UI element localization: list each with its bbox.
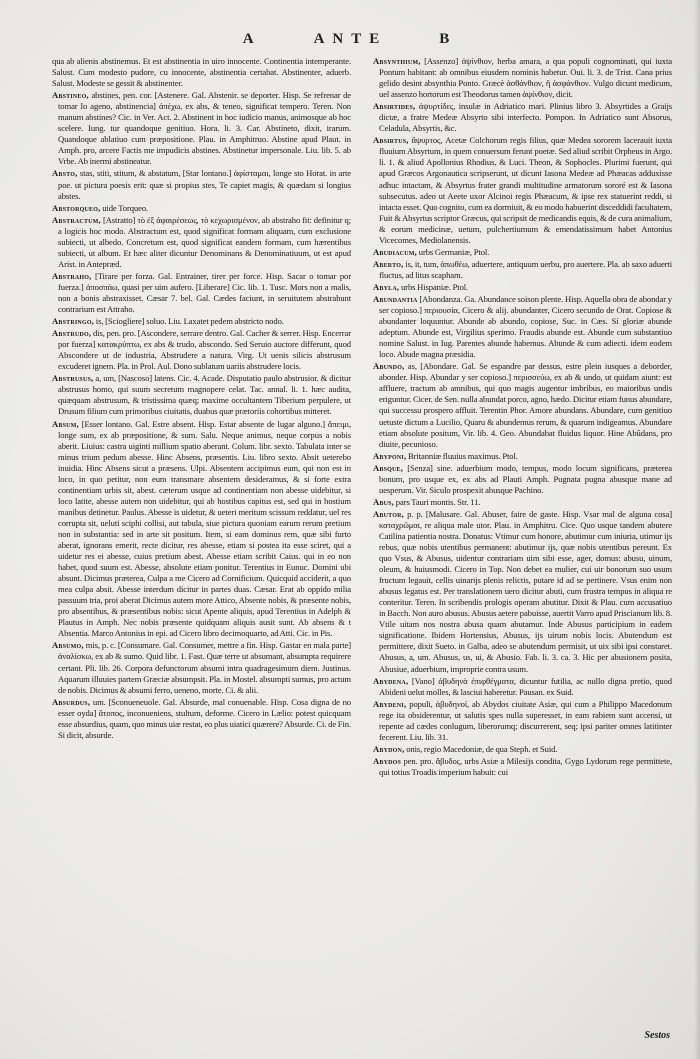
entry-text: is, it, tum, ἀπωθέω, aduertere, antiquum uerbu, pro auertere. Pla. ab saxo aduerti fluctus, ad litus scapham. xyxy=(379,258,672,280)
entry-headword: Absynthium, xyxy=(373,56,421,66)
entry-text: ἀψυρτίδες, insulæ in Adriatico mari. Plinius libro 3. Absyrtides a Graijs dictæ, a fratre Medeæ Absyrto sibi interfecto. Pompon. In Adriatico sunt Absorus, Celadula, Absyrtis, &c. xyxy=(379,101,672,134)
entry-text: [Astratto] τὸ ἐξ ἀφαιρέσεως, τὸ κεχωρισμένον, ab abstraho fit: definitur q; a logicis hoc modo. Abstractum est, quod significat formam aliquam, cum exclusione subiecti, ut albedo. Concretum est, quod significat eandem formam, cum hærentibus subiecti, ut album. Et hæc aliter dicuntur Denominans & Denominatiuum, ut est apud Arist. in Antepræd. xyxy=(58,214,351,269)
entry-headword: Aberto, xyxy=(373,258,404,269)
dictionary-entry xyxy=(52,90,351,167)
entry-text: [Senza] sine. aduerbium modo, tempus, modo locum significans, præterea bonum, pro usque ex, ex abs ad Plauti Amph. Pugnata pugna abusque mane ad uesperum. Vir. Siculo prospexit abusque Pachino. xyxy=(379,462,672,495)
page-edge-shadow xyxy=(694,0,700,1059)
dictionary-entry xyxy=(52,697,351,741)
running-head-middle: ANTE xyxy=(313,30,388,47)
entry-text: ἄψυρτος, Acetæ Colchorum regis filius, quæ Medea sororem lacerauit iuxta fluuium Absyrtum, in quem conuersum ferunt poetæ. Sed aliud scribit Orpheus in Argo. li. 1. & aliud Apollonius Rhodius, & Luci. Theon, & Sophocles. Plurimi fuerunt, qui apud Græcos Argonautica scripserunt, ut dicunt Iasona Medeæ ad Phæacas adduxisse adhuc intactam, & Absyrtus frater grandi multitudine armatorum sororé est & Iasona subsecutus. adeo ut Aeete uxor Alcinoi regis Phæacum, & ipse rex statuerint reddi, si intacta esset. Quo cognito, cum ea dormiuit, & eo modo habuerint disceddidi facultatem, Fuit & Absyrtus scriptor Græcus, qui scripsit de medicandis equis, & de cura animalium, & eorum medicinæ, uetum, pulchertiumum & emendatissimum habet Antonius Vicecomes, Mediolanensis. xyxy=(379,135,672,245)
dictionary-entry xyxy=(52,168,351,201)
running-head xyxy=(0,28,700,50)
entry-text: mis, p. c. [Consumare. Gal. Consumer, mettre a fin. Hisp. Gastar en mala parte] ἀναλίσκω, ex ab & sumo. Quid libr. 1. Fast. Quæ terre ut absumant, absumpta requirere certant. Pli. lib. 26. Corpora defunctorum absumi intra quadragesimum diem. Justinus. Aquarum illuuies partem Græciæ absumpsit. Pla. in Mostel. absumpti sumus, pro actum de nobis. Dicimus & absumi ferro, ueneno, morte. Ci. & alii. xyxy=(58,640,351,695)
dictionary-entry xyxy=(52,373,351,417)
dictionary-entry xyxy=(373,509,672,675)
running-head-right: B xyxy=(439,30,458,47)
entry-headword: Abydena, xyxy=(373,675,409,686)
dictionary-entry xyxy=(373,361,672,449)
entry-headword: Abundo, xyxy=(373,361,405,372)
entry-text: dis, pen. pro. [Ascondere, serrare dentro. Gal. Cacher & serrer. Hisp. Encerrar por fuerza] κατακρύπτω, ex abs & trudo, abscondo. Sed Seruio auctore differunt, quod Abscondere ut de industria, Abstrudere a natura. Virg. Ut uenis silicis abstrusum excuderet ignem. Pla. in Prol. Aul. Dono sublatum uariis abstrudere locis. xyxy=(58,328,351,372)
dictionary-entry xyxy=(52,56,351,89)
dictionary-entry xyxy=(373,101,672,134)
left-column xyxy=(52,56,351,1016)
entry-headword: Abydon, xyxy=(373,743,405,754)
entry-text: stas, stiti, stitum, & abstatum, [Star lontano.] ἀφίσταμαι, longe sto Horat. in arte poe. ut pictura poesis erit: quæ si propius stes, Te capiet magis, & quædam si longius abstes. xyxy=(58,168,351,201)
entry-text: [Assenzo] ἀψίνθιον, herba amara, a qua populi cognominati, qui iuxta Pontum habitant: ab omnibus eiusdem nominis habetur. Oui. li. 3. de Trist. Cana prius gelido desint absynthia Ponto. Græcè ἀσθάνθιον, ἢ ἀσφάνθιον. Vulgo dicunt medicum, uel assenzo hortorum est Theodorus tamen ἀψίνθιον, dicit. xyxy=(379,56,672,100)
dictionary-entry xyxy=(52,328,351,372)
entry-headword: Abus, xyxy=(373,496,395,507)
entry-headword: Abstrudo, xyxy=(52,328,92,339)
entry-text: [Tirare per forza. Gal. Entrainer, tirer per force. Hisp. Sacar o tomar por fuerza.] ἀποσπάω, quasi per uim aufero. [Liberare] Cic. lib. 1. Tusc. Mors non a malis, non a bonis abstraxisset. Cæsar 7. bel. Gal. Cædes faciunt, in seruitutem abstrahunt contrarium est Attraho. xyxy=(58,270,351,315)
entry-text: Britanniæ fluuius maximus. Ptol. xyxy=(408,450,518,461)
entry-headword: Absumo, xyxy=(52,640,84,651)
dictionary-entry xyxy=(373,282,672,293)
dictionary-entry xyxy=(373,451,672,462)
entry-headword: Abyponi, xyxy=(373,450,407,461)
entry-headword: Absque, xyxy=(373,462,404,473)
entry-text: is, [Sciogliere] soluo. Liu. Laxatet pedem abstricto nodo. xyxy=(95,316,284,327)
dictionary-entry xyxy=(52,316,351,327)
dictionary-entry xyxy=(373,756,672,778)
entry-headword: Abstrusus, xyxy=(52,373,94,384)
catchword: Sestos xyxy=(644,1030,670,1041)
entry-headword: Absto, xyxy=(52,168,78,179)
entry-headword: Absirtus, xyxy=(373,135,409,146)
dictionary-columns xyxy=(52,56,672,1016)
entry-headword: Abutor, xyxy=(373,508,404,519)
dictionary-entry xyxy=(373,463,672,496)
entry-headword: Abstorqueo, xyxy=(52,202,101,213)
right-column xyxy=(373,56,672,1016)
entry-headword: Abundantia xyxy=(373,293,418,304)
dictionary-entry xyxy=(52,419,351,640)
dictionary-entry xyxy=(52,271,351,315)
entry-text: as, [Abondare. Gal. Se espandre par dessus, estre plein iusques a deborder, abonder. Hisp. Abundar y ser copioso.] περισσεύω, ex ab & undo, ut quidam aiunt: est affluere, tractum ab amnibus, qui quo magis augentur imbribus, eo maioribus undis eriguntur. Cicer. de Sen. nulla abundat porco, agno, hædo. Dicitur etiam funus abundare, qui successu prospero affluit. Terentin Phor. Amore abundans. Abundare, cum genitiuo uetuste dictum a Lucilio, Quaru & abundemus rerum, & quarum indigeamus. Abundare etiam absolute positum, Vir. lib. 4. Geo. Abundabat fluidus liquor. Hine Abûdans, pro diuite, pecunioso. xyxy=(379,361,672,449)
entry-headword: Abstraho, xyxy=(52,270,92,281)
entry-text: onis, regio Macedoniæ, de qua Steph. et Suid. xyxy=(406,743,558,754)
entry-headword: Abstractum, xyxy=(52,214,101,225)
entry-headword: Absum, xyxy=(52,418,79,429)
entry-headword: Abstineo, xyxy=(52,90,89,101)
dictionary-entry xyxy=(373,294,672,360)
entry-text: [Vano] ἀβυδηνὰ ἐπιφθέγματα, dicuntur futilia, ac nullo digna pretio, quod Abideni uelut molles, & lasciui haberetur. Pausan. ex Suid. xyxy=(379,675,672,697)
dictionary-entry xyxy=(373,56,672,100)
entry-headword: Abydos xyxy=(373,755,402,766)
entry-text: pars Tauri montis. Str. 11. xyxy=(395,496,481,507)
dictionary-entry xyxy=(373,135,672,245)
entry-text: qua ab alienis abstinemus. Et est abstinentia in uiro innocente. Continentia intemperante. Salust. Cum modesto pudore, cu innocente, abstinentia certabat. Abstinenter, aduerb. Salust. Modeste se gessit & abstinenter. xyxy=(52,56,351,89)
dictionary-entry xyxy=(52,640,351,695)
dictionary-entry xyxy=(52,215,351,270)
entry-headword: Abudiacum, xyxy=(373,246,418,257)
entry-headword: Abstringo, xyxy=(52,316,95,327)
dictionary-entry xyxy=(52,203,351,214)
entry-headword: Abydeni, xyxy=(373,698,407,709)
entry-text: p. p. [Malusare. Gal. Abuser, faire de gaste. Hisp. Vsar mal de alguna cosa] καταχρῶμαι, re aliqua male utor. Plau. in Amphitru. Cice. Quo usque tandem abutere Catilina patientia nostra. Donatus: Vtimur cum honore, abutimur cum iniuria, utimur ijs rebus, quæ nobis utentibus permanent: abutimur ijs, quæ nobis utentibus pereunt. Ex quo Vsus, & Abusus, uidentur contrariam uim sibi esse, ager, domus: abusu, uinum, oleum, & huiusmodi. Cicero in Top. Non debet ea mulier, cui uir bonorum suo usum fructum legauit, cellis uinarijs plenis relictis, putare id ad se pertinere. Vsus enim non abusus legatus est. Per translationem uero dicitur abuti, cum frustra tempus in aliqua re conteritur. Teren. In scribendis prologis operam abutitur. Dixit & Plau. cum accusatiuo in Bacch. Non auro abusus. Abusus aetere pabuisse, auertit Varro apud Priscianum lib. 8. Vtile uitam nos nostra abusa quam abutamur. Inde Abusus participium in eadem significatione. Ibidem Hortensius, Abusus, ijs uirum nobis locis. Abutendum est permittere, dixit Sueto. in Galba, adeo se abutendum permisit, ut uix sibi ipsi constaret. Abusus, a, um. Abusus, us, ui, & Abusio. Fab. li. 3. ca. 3. Hic per abusionem posita, Abusiue, aduerbium, improprie contra usum. xyxy=(379,508,672,674)
entry-text: urbs Germaniæ, Ptol. xyxy=(418,246,490,257)
entry-text: [Abondanza. Ga. Abundance soison plente. Hisp. Aquella obra de abondar y ser copioso.] περιουσία, Cicero & alij. abundanter, Cicero secundo de Orat. Copiose & abundanter loquuntur. Abunde ab abundo, copiose, Suc. in Cæs. Sí gloriæ abunde adeptum. Abunde est, Virgilius sperimo. Fraudis abunde est. Abunde cum substantiuo nomine Salust. in Iug. Parentes abunde habemus. Abunde & cum adiecti. idem eodem loco. Abude magna præsidia. xyxy=(379,293,672,360)
entry-text: populi, ἀβυδηνοί, ab Abydos ciuitate Asiæ, qui cum a Philippo Macedonum rege ita obsiderentur, ut salutis spes nulla superesset, in eam rabiem sunt accensi, ut repente ad cædes conlugum, liberorumq; discurrerent, seq; ipsi pariter omnes latitinter fecerent. Liu. lib. 31. xyxy=(379,698,672,742)
dictionary-entry xyxy=(373,247,672,258)
dictionary-entry xyxy=(373,497,672,508)
entry-text: a, um, [Nascoso] latens. Cic. 4. Acade. Disputatio paulo abstrusior. & dicitur abstrusus homo, qui suum secretum magnopere celat. Tac. annal. li. 1. hæc audita, quæquam abstrusum, & tristissima quæq; maxime occultantem Tiberium perpulere, ut Drusum filium cum primoribus ciuitatis, duabus quæ prætoriis cohortibus mitteret. xyxy=(58,373,351,417)
entry-headword: Absirtides, xyxy=(373,101,416,112)
entry-text: abstines, pen. cor. [Astenere. Gal. Abstenir. se deporter. Hisp. Se refrenar de tomar lo ageno, abstinencia] ἀπέχω, ex abs, & teneo, significat tempero. Teren. Non manum abstines? Cic. in Ver. Act. 2. Abstinent in hoc iudicio manus, animosque ab hoc scelere. Iung. tur quandoque genitiuo. Hora. li. 3. Car. Abstineto, dixit, irarum. Quandoque ablatiuo cum præpositione. Plau. in Amphitruo. Abstine apud Plaut. in Amph. pro, arcere Factis me impudicis abstines. Abstinetur impersonale. Liu. lib. 5. ab Vrbe. Ab inermi abstineatur. xyxy=(58,90,351,167)
entry-text: um. [Sconueneuole. Gal. Absurde, mal conuenable. Hisp. Cosa digna de no esser oyda] ἄτοπος, inconueniens, stultum, deforme. Cicero in Lælio: potest quicquam esse absurdius, quam, quo minus uiæ restat, eo plus uiatici quærere? Absurde. Ci. de Fin. Si dicit, absurde. xyxy=(58,696,351,740)
entry-headword: Abyla, xyxy=(373,281,400,292)
dictionary-entry xyxy=(373,744,672,755)
entry-text: pen. pro. ἄβυδος, urbs Asiæ a Milesijs condita, Gygo Lydorum rege permittete, qui totius Troadis imperium habuit: cui xyxy=(379,755,672,777)
dictionary-entry xyxy=(373,259,672,281)
entry-text: urbs Hispaniæ. Ptol. xyxy=(400,281,469,292)
entry-text: uide Torqueo. xyxy=(102,202,149,213)
entry-headword: Absurdus, xyxy=(52,696,91,707)
running-head-left: A xyxy=(242,30,262,47)
dictionary-entry xyxy=(373,676,672,698)
entry-text: [Esser lontano. Gal. Estre absent. Hisp. Estar absente de lugar alguno.] ἄπειμι, longe sum, ex ab præpositione, & sum. Salu. Neque animus, neque corpus a nobis aberit. Liuius: castra uiginti millium spatio aberant. Colum. libr. sexto. Tabulata inter se minus trium pedum abesse. Hinc Absens, præsentis. Liu. libro sexto. Absit ueterebo inuidia. Hinc Absens sicut a præsens. Ulpi. Absentem accipimus eum, qui non est in loco, in quo petitur, non eum transmare absentem desideramus, & si forte extra continentiam urbis sit, abest. cæterum usque ad continentiam non abesse uidebitur, si loco latite, abesse autem non uidebitur, qui ab hostibus capitus est, sed qui in hostium manibus detinetur. Paulus. Abesse is uidetur, & ueteri meritum scissum reddatur, uel res corrupta sit, ueluti sciphi collisi, aut tabula, siue pictura quoniam earum rerum pretium non in substantia: sed in arte sit positum. Item, si eam dominus rem, quæ sibi furto aberat, ignorans emerit, recte dicitur, res abesse, etiam si postea ita esse sciret, qui a uidetur res ei abesse, cuius pretium abest. Abesse etiam scribit Caius. qui in eo non habet, quod suum est. Abesse, absolute etiam ponitur. Terentius in Eunuc. Domini ubi absunt. Dicimus præterea, Culpa a me Cicero ad Cornificium. Quicquid acciderit, a quo mea culpa absit. Abesse interdum dicitur in partes duas. Cæsar. Erat ab oppido milia passuum tria, proi aberat Dicimus autem more Attico, Absente nobis, & præsente nobis, pro absentibus, & præsentibus nobis: sicut Apente aliquis, apud Terentius in Adelph & Plautus in Amph. Nec nobis præsente quidquam aliquis ausit sunt. Ab absens & t Absentia. Marco Antonius in epi. ad Cicero libro decimoquarto, ad Atti. Cic. in Pis. xyxy=(58,418,351,639)
dictionary-entry xyxy=(373,699,672,743)
